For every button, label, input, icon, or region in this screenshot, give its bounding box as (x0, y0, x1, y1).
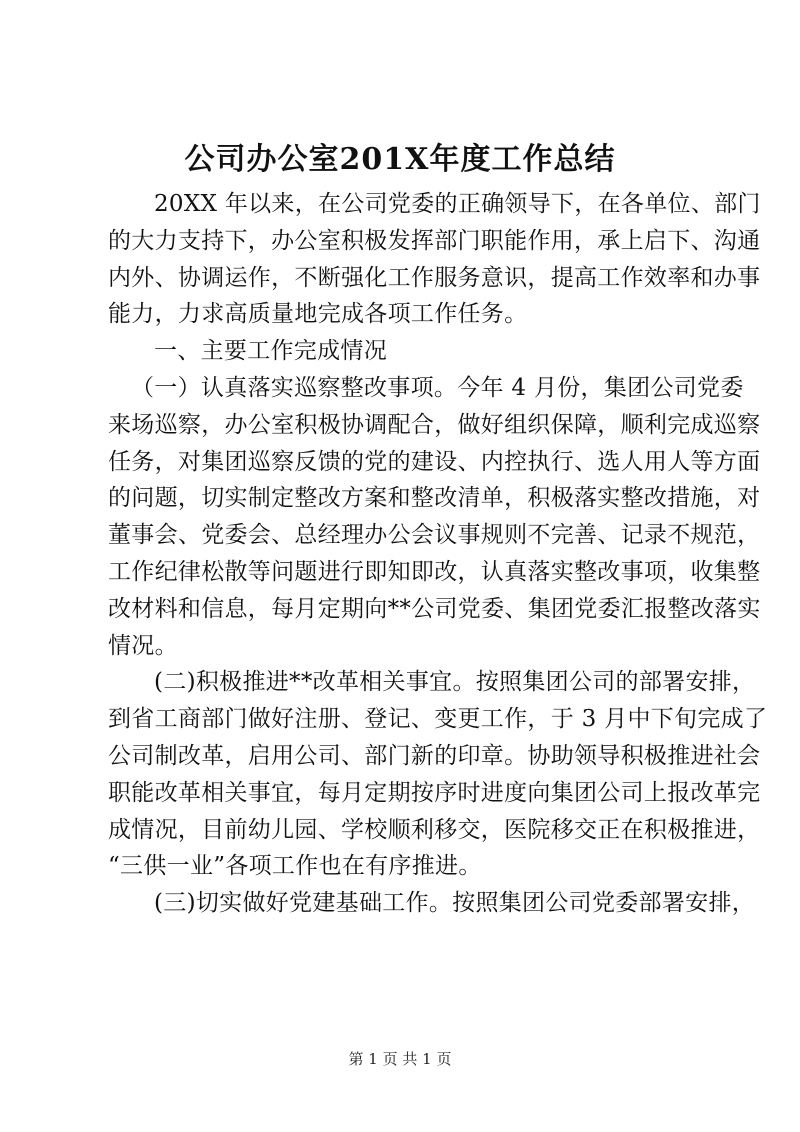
paragraph-item-2 (108, 664, 768, 885)
paragraph-line: 任务，对集团巡察反馈的党的建设、内控执行、选人用人等方面 (108, 448, 761, 475)
paragraph-item-1 (108, 370, 761, 664)
paragraph-line: 成情况，目前幼儿园、学校顺利移交，医院移交正在积极推进， (108, 816, 761, 843)
paragraph-item-3 (108, 885, 756, 922)
paragraph-line: 的大力支持下，办公室积极发挥部门职能作用，承上启下、沟通 (108, 227, 761, 254)
section-heading-text: 一、主要工作完成情况 (154, 338, 387, 365)
paragraph-line: 来场巡察，办公室积极协调配合，做好组织保障，顺利完成巡察 (108, 411, 761, 438)
paragraph-line: 董事会、党委会、总经理办公会议事规则不完善、记录不规范， (108, 522, 761, 549)
paragraph-line: 内外、协调运作，不断强化工作服务意识，提高工作效率和办事 (108, 264, 761, 291)
paragraph-line: 能力，力求高质量地完成各项工作任务。 (108, 301, 528, 328)
paragraph-line: (三)切实做好党建基础工作。按照集团公司党委部署安排， (154, 890, 756, 917)
paragraph-line: 职能改革相关事宜，每月定期按序时进度向集团公司上报改革完 (108, 779, 761, 806)
page-footer: 第 1 页 共 1 页 (348, 1050, 452, 1068)
document-title: 公司办公室201X年度工作总结 (184, 142, 616, 177)
paragraph-line: 工作纪律松散等问题进行即知即改，认真落实整改事项，收集整 (108, 558, 761, 585)
paragraph-line: 情况。 (108, 632, 178, 659)
section-heading (108, 333, 706, 370)
paragraph-line: 到省工商部门做好注册、登记、变更工作，于 3 月中下旬完成了 (108, 706, 768, 733)
paragraph-line: “三供一业”各项工作也在有序推进。 (108, 853, 482, 880)
paragraph-line: 公司制改革，启用公司、部门新的印章。协助领导积极推进社会 (108, 742, 761, 769)
paragraph-line: (二)积极推进**改革相关事宜。按照集团公司的部署安排， (154, 669, 756, 696)
paragraph-line: 的问题，切实制定整改方案和整改清单，积极落实整改措施，对 (108, 485, 761, 512)
paragraph-line: 改材料和信息，每月定期向**公司党委、集团党委汇报整改落实 (108, 595, 761, 622)
paragraph-intro (108, 186, 761, 333)
paragraph-line: 20XX 年以来，在公司党委的正确领导下，在各单位、部门 (154, 191, 761, 217)
paragraph-line: （一）认真落实巡察整改事项。今年 4 月份，集团公司党委 (131, 374, 744, 401)
document-body (108, 186, 768, 922)
